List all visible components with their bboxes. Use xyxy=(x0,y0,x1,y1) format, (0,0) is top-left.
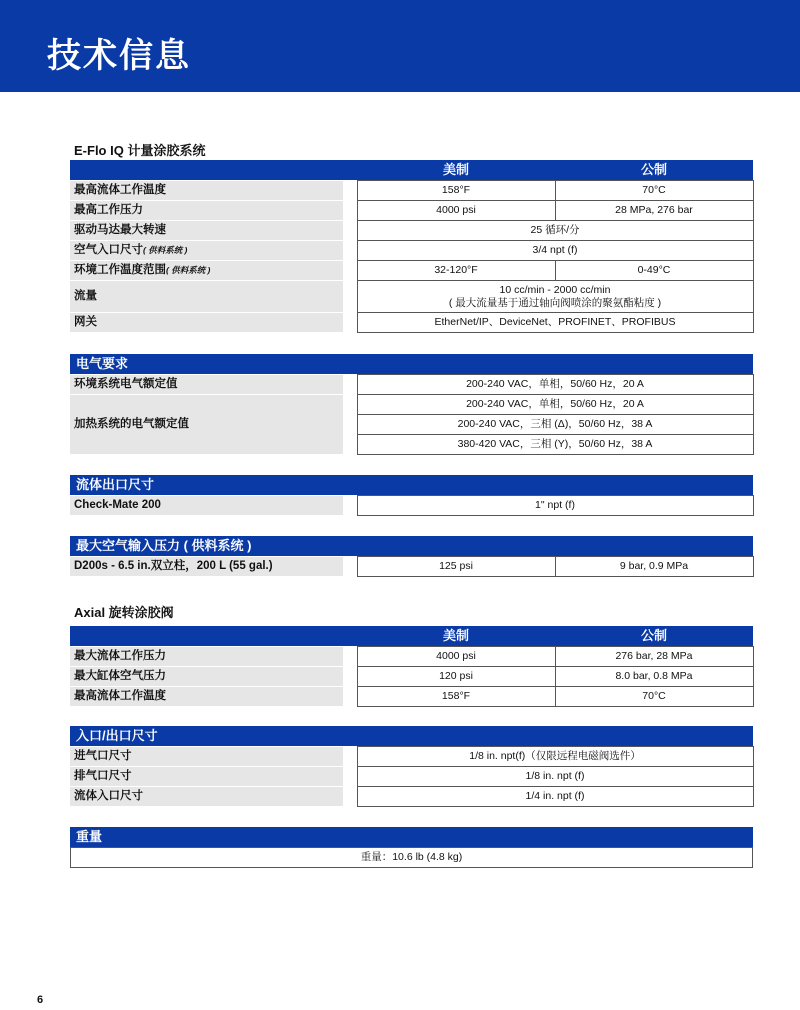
cell-metric: 8.0 bar, 0.8 MPa xyxy=(555,667,753,687)
row-label xyxy=(70,261,343,281)
row-label: 流体入口尺寸 xyxy=(70,787,343,807)
cell-metric: 0-49°C xyxy=(555,261,753,281)
row-label: 环境系统电气额定值 xyxy=(70,375,343,395)
cell-value: 1/4 in. npt (f) xyxy=(357,787,753,807)
ports-table xyxy=(70,746,754,807)
row-label: 流量 xyxy=(70,281,343,313)
max-air-table xyxy=(70,556,754,577)
axial-table xyxy=(70,646,754,707)
label-note: ( 供料系统 ) xyxy=(166,265,211,275)
cell-us: 125 psi xyxy=(357,557,555,577)
col-metric-header: 公制 xyxy=(640,628,667,643)
table-row xyxy=(70,496,753,516)
max-air-section xyxy=(70,536,753,577)
cell-value: 200-240 VAC，三相 (Δ)，50/60 Hz，38 A xyxy=(357,415,753,435)
weight-value: 重量：10.6 lb (4.8 kg) xyxy=(71,848,753,868)
row-label: 最高工作压力 xyxy=(70,201,343,221)
table-row xyxy=(70,375,753,395)
table-row xyxy=(70,687,753,707)
axial-section xyxy=(70,604,753,707)
row-label: 排气口尺寸 xyxy=(70,767,343,787)
cell-value: 3/4 npt (f) xyxy=(357,241,753,261)
cell-metric: 70°C xyxy=(555,687,753,707)
table-row xyxy=(70,313,753,333)
ports-title: 入口/出口尺寸 xyxy=(70,726,753,746)
row-label: 最大缸体空气压力 xyxy=(70,667,343,687)
row-label: 网关 xyxy=(70,313,343,333)
row-label: 最高流体工作温度 xyxy=(70,687,343,707)
cell-value: 1/8 in. npt(f)（仅限远程电磁阀选件） xyxy=(357,747,753,767)
flow-note: ( 最大流量基于通过轴向阀喷涂的聚氨酯粘度 ) xyxy=(448,296,662,309)
weight-section xyxy=(70,827,753,868)
cell-value: 25 循环/分 xyxy=(357,221,753,241)
table-row xyxy=(70,667,753,687)
label-text: 环境工作温度范围 xyxy=(74,264,166,276)
cell-us: 4000 psi xyxy=(357,201,555,221)
fluid-outlet-table xyxy=(70,495,754,516)
cell-value: 380-420 VAC，三相 (Y)，50/60 Hz，38 A xyxy=(357,435,753,455)
row-label: 进气口尺寸 xyxy=(70,747,343,767)
label-text: 空气入口尺寸 xyxy=(74,244,143,256)
efloiq-header-bar xyxy=(70,160,753,180)
electrical-title: 电气要求 xyxy=(70,354,753,374)
row-label: 最高流体工作温度 xyxy=(70,181,343,201)
col-us-header: 美制 xyxy=(442,162,469,177)
flow-range: 10 cc/min - 2000 cc/min xyxy=(499,283,611,296)
cell-value: 1" npt (f) xyxy=(357,496,753,516)
cell-value xyxy=(357,281,753,313)
page-title: 技术信息 xyxy=(47,36,191,76)
cell-value: EtherNet/IP、DeviceNet、PROFINET、PROFIBUS xyxy=(357,313,753,333)
table-row xyxy=(70,201,753,221)
cell-us: 120 psi xyxy=(357,667,555,687)
cell-us: 158°F xyxy=(357,181,555,201)
fluid-outlet-title: 流体出口尺寸 xyxy=(70,475,753,495)
table-row xyxy=(70,241,753,261)
row-label: D200s - 6.5 in.双立柱，200 L (55 gal.) xyxy=(70,557,343,577)
row-label: 加热系统的电气额定值 xyxy=(70,395,343,455)
table-row xyxy=(70,557,753,577)
table-row xyxy=(70,221,753,241)
cell-us: 158°F xyxy=(357,687,555,707)
fluid-outlet-section xyxy=(70,475,753,516)
table-row xyxy=(70,647,753,667)
table-row xyxy=(70,767,753,787)
row-label xyxy=(70,241,343,261)
cell-us: 32-120°F xyxy=(357,261,555,281)
electrical-section xyxy=(70,354,753,455)
table-row xyxy=(70,181,753,201)
efloiq-table xyxy=(70,180,754,333)
electrical-table xyxy=(70,374,754,455)
table-row xyxy=(70,395,753,415)
col-us-header: 美制 xyxy=(442,628,469,643)
row-label: 驱动马达最大转速 xyxy=(70,221,343,241)
ports-section xyxy=(70,726,753,807)
cell-value: 200-240 VAC，单相，50/60 Hz，20 A xyxy=(357,395,753,415)
row-label: 最大流体工作压力 xyxy=(70,647,343,667)
efloiq-section xyxy=(70,142,753,333)
cell-metric: 28 MPa, 276 bar xyxy=(555,201,753,221)
table-row xyxy=(70,787,753,807)
weight-title: 重量 xyxy=(70,827,753,847)
col-metric-header: 公制 xyxy=(640,162,667,177)
weight-table xyxy=(70,847,753,868)
axial-title: Axial 旋转涂胶阀 xyxy=(74,605,174,620)
page-number: 6 xyxy=(37,994,44,1006)
page-header xyxy=(0,0,800,92)
label-note: ( 供料系统 ) xyxy=(143,245,188,255)
row-label: Check-Mate 200 xyxy=(70,496,343,516)
cell-metric: 276 bar, 28 MPa xyxy=(555,647,753,667)
table-row xyxy=(71,848,753,868)
max-air-title: 最大空气输入压力 ( 供料系统 ) xyxy=(70,536,753,556)
table-row xyxy=(70,281,753,313)
table-row xyxy=(70,261,753,281)
axial-header-bar xyxy=(70,626,753,646)
cell-metric: 9 bar, 0.9 MPa xyxy=(555,557,753,577)
cell-value: 200-240 VAC，单相，50/60 Hz，20 A xyxy=(357,375,753,395)
cell-value: 1/8 in. npt (f) xyxy=(357,767,753,787)
efloiq-title: E-Flo IQ 计量涂胶系统 xyxy=(74,143,206,158)
table-row xyxy=(70,747,753,767)
cell-us: 4000 psi xyxy=(357,647,555,667)
cell-metric: 70°C xyxy=(555,181,753,201)
